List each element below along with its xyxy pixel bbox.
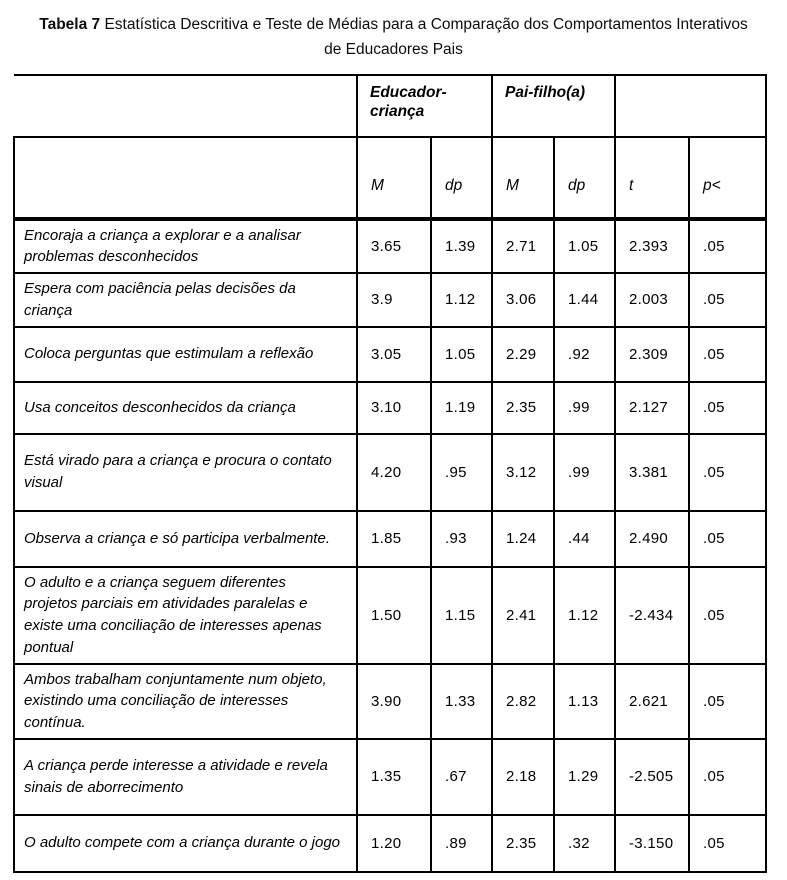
cell-value: 1.05 — [431, 327, 492, 382]
col-header-m1: M — [357, 137, 431, 219]
cell-value: 3.10 — [357, 382, 431, 434]
cell-value: .99 — [554, 382, 615, 434]
cell-value: 1.20 — [357, 815, 431, 872]
row-label: Usa conceitos desconhecidos da criança — [14, 382, 357, 434]
cell-value: .92 — [554, 327, 615, 382]
cell-value: 1.15 — [431, 567, 492, 664]
table-caption-text: Estatística Descritiva e Teste de Médias para a Comparação dos Comportamentos Interativos de Educadores Pais — [100, 16, 748, 58]
table-row — [14, 815, 766, 872]
table-row — [14, 382, 766, 434]
cell-value: 1.33 — [431, 664, 492, 739]
cell-value: 1.13 — [554, 664, 615, 739]
cell-value: .05 — [689, 273, 766, 327]
cell-value: 2.309 — [615, 327, 689, 382]
cell-value: .05 — [689, 382, 766, 434]
group-header-educador-crianca: Educador-criança — [357, 75, 492, 137]
cell-value: 4.20 — [357, 434, 431, 511]
table-row — [14, 434, 766, 511]
cell-value: 1.39 — [431, 219, 492, 274]
cell-value: 3.06 — [492, 273, 554, 327]
col-header-dp1: dp — [431, 137, 492, 219]
cell-value: .05 — [689, 664, 766, 739]
cell-value: 1.24 — [492, 511, 554, 567]
cell-value: 3.65 — [357, 219, 431, 274]
cell-value: 2.29 — [492, 327, 554, 382]
cell-value: 2.71 — [492, 219, 554, 274]
cell-value: -2.434 — [615, 567, 689, 664]
cell-value: -3.150 — [615, 815, 689, 872]
row-label: Espera com paciência pelas decisões da criança — [14, 273, 357, 327]
cell-value: .32 — [554, 815, 615, 872]
col-header-p: p< — [689, 137, 766, 219]
cell-value: 1.05 — [554, 219, 615, 274]
row-label: Coloca perguntas que estimulam a reflexão — [14, 327, 357, 382]
cell-value: 2.621 — [615, 664, 689, 739]
col-header-dp2: dp — [554, 137, 615, 219]
statistics-table — [13, 74, 767, 873]
cell-value: .99 — [554, 434, 615, 511]
cell-value: -2.505 — [615, 739, 689, 815]
cell-value: 1.50 — [357, 567, 431, 664]
column-header-row — [14, 137, 766, 219]
table-caption — [37, 13, 751, 63]
cell-value: .05 — [689, 511, 766, 567]
cell-value: 2.490 — [615, 511, 689, 567]
cell-value: .05 — [689, 327, 766, 382]
col-header-m2: M — [492, 137, 554, 219]
group-header-empty — [615, 75, 766, 137]
table-row — [14, 327, 766, 382]
cell-value: 1.12 — [431, 273, 492, 327]
table-row — [14, 739, 766, 815]
row-label: Ambos trabalham conjuntamente num objeto, existindo uma conciliação de interesses contínua. — [14, 664, 357, 739]
row-label: Está virado para a criança e procura o contato visual — [14, 434, 357, 511]
cell-value: 2.41 — [492, 567, 554, 664]
cell-value: .93 — [431, 511, 492, 567]
cell-value: 3.12 — [492, 434, 554, 511]
row-label: O adulto compete com a criança durante o jogo — [14, 815, 357, 872]
group-header-row — [14, 75, 766, 137]
cell-value: 1.85 — [357, 511, 431, 567]
corner-cell — [14, 75, 357, 137]
cell-value: 1.35 — [357, 739, 431, 815]
cell-value: 1.19 — [431, 382, 492, 434]
cell-value: 2.18 — [492, 739, 554, 815]
row-label: Observa a criança e só participa verbalmente. — [14, 511, 357, 567]
stub-cell — [14, 137, 357, 219]
cell-value: 1.44 — [554, 273, 615, 327]
cell-value: .05 — [689, 567, 766, 664]
table-row — [14, 511, 766, 567]
row-label: O adulto e a criança seguem diferentes projetos parciais em atividades paralelas e existe uma conciliação de interesses apenas pontual — [14, 567, 357, 664]
cell-value: 3.05 — [357, 327, 431, 382]
cell-value: .95 — [431, 434, 492, 511]
table-row — [14, 219, 766, 274]
cell-value: .05 — [689, 219, 766, 274]
cell-value: 1.12 — [554, 567, 615, 664]
group-header-pai-filho: Pai-filho(a) — [492, 75, 615, 137]
cell-value: .05 — [689, 815, 766, 872]
col-header-t: t — [615, 137, 689, 219]
cell-value: .05 — [689, 434, 766, 511]
cell-value: .89 — [431, 815, 492, 872]
cell-value: 2.003 — [615, 273, 689, 327]
row-label: Encoraja a criança a explorar e a analisar problemas desconhecidos — [14, 219, 357, 274]
cell-value: 3.90 — [357, 664, 431, 739]
table-row — [14, 664, 766, 739]
cell-value: .44 — [554, 511, 615, 567]
cell-value: 2.127 — [615, 382, 689, 434]
cell-value: 2.393 — [615, 219, 689, 274]
cell-value: 2.35 — [492, 382, 554, 434]
cell-value: .05 — [689, 739, 766, 815]
table-row — [14, 273, 766, 327]
cell-value: 2.35 — [492, 815, 554, 872]
cell-value: .67 — [431, 739, 492, 815]
cell-value: 3.381 — [615, 434, 689, 511]
table-caption-number: Tabela 7 — [39, 16, 101, 33]
cell-value: 3.9 — [357, 273, 431, 327]
cell-value: 2.82 — [492, 664, 554, 739]
row-label: A criança perde interesse a atividade e revela sinais de aborrecimento — [14, 739, 357, 815]
table-row — [14, 567, 766, 664]
cell-value: 1.29 — [554, 739, 615, 815]
